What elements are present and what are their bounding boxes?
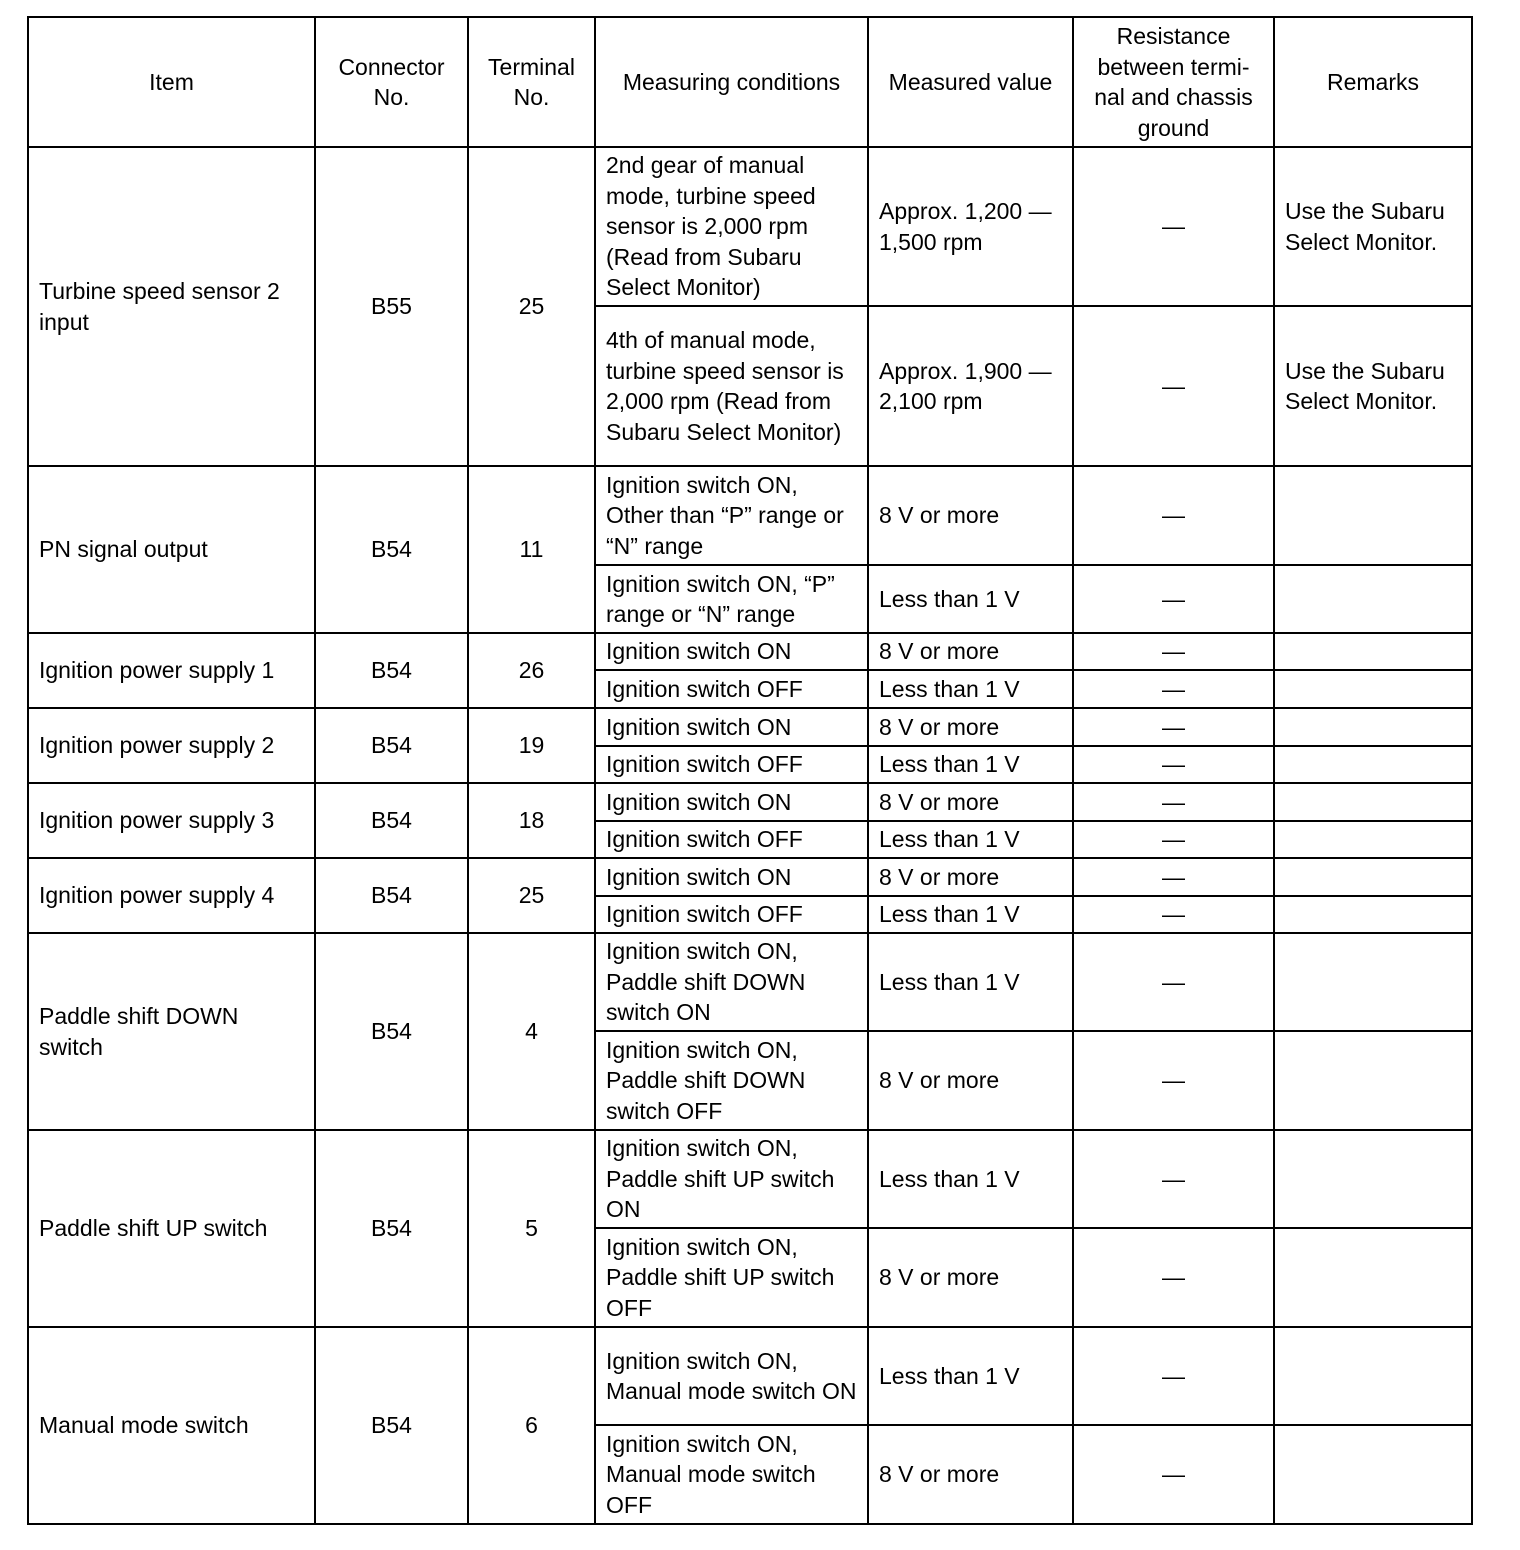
measured-value-cell: Less than 1 V	[868, 670, 1073, 708]
condition-cell: Ignition switch ON	[595, 633, 868, 670]
remarks-cell	[1274, 633, 1472, 670]
resistance-cell: —	[1073, 306, 1274, 466]
condition-cell: Ignition switch ON, Paddle shift DOWN switch OFF	[595, 1031, 868, 1130]
remarks-cell: Use the Subaru Select Monitor.	[1274, 306, 1472, 466]
condition-cell: Ignition switch ON, Paddle shift UP switch OFF	[595, 1228, 868, 1327]
remarks-cell	[1274, 858, 1472, 896]
condition-cell: Ignition switch ON, Paddle shift DOWN switch ON	[595, 933, 868, 1031]
item-cell: Paddle shift UP switch	[28, 1130, 315, 1327]
connector-cell: B54	[315, 858, 468, 933]
remarks-cell	[1274, 1031, 1472, 1130]
condition-cell: Ignition switch ON, “P” range or “N” range	[595, 565, 868, 633]
measured-value-cell: 8 V or more	[868, 1228, 1073, 1327]
measured-value-cell: 8 V or more	[868, 858, 1073, 896]
remarks-cell	[1274, 565, 1472, 633]
terminal-cell: 11	[468, 466, 595, 633]
table-row	[28, 147, 1472, 306]
resistance-cell: —	[1073, 670, 1274, 708]
condition-cell: Ignition switch ON	[595, 858, 868, 896]
resistance-cell: —	[1073, 896, 1274, 933]
measured-value-cell: Less than 1 V	[868, 821, 1073, 858]
measured-value-cell: Approx. 1,200 — 1,500 rpm	[868, 147, 1073, 306]
resistance-cell: —	[1073, 1425, 1274, 1524]
resistance-cell: —	[1073, 933, 1274, 1031]
remarks-cell	[1274, 708, 1472, 746]
header-terminal: Terminal No.	[468, 17, 595, 147]
item-cell: Ignition power supply 4	[28, 858, 315, 933]
condition-cell: 4th of manual mode, turbine speed sensor is 2,000 rpm (Read from Subaru Select Monitor)	[595, 306, 868, 466]
condition-cell: Ignition switch OFF	[595, 670, 868, 708]
table-row	[28, 858, 1472, 896]
condition-cell: Ignition switch ON, Other than “P” range or “N” range	[595, 466, 868, 565]
terminal-spec-table	[27, 16, 1473, 1525]
condition-cell: 2nd gear of manual mode, turbine speed sensor is 2,000 rpm (Read from Subaru Select Monitor)	[595, 147, 868, 306]
condition-cell: Ignition switch ON	[595, 783, 868, 821]
condition-cell: Ignition switch ON, Paddle shift UP switch ON	[595, 1130, 868, 1228]
connector-cell: B55	[315, 147, 468, 466]
table-body	[28, 147, 1472, 1524]
resistance-cell: —	[1073, 1130, 1274, 1228]
resistance-cell: —	[1073, 708, 1274, 746]
resistance-cell: —	[1073, 746, 1274, 783]
resistance-cell: —	[1073, 1327, 1274, 1425]
remarks-cell	[1274, 896, 1472, 933]
connector-cell: B54	[315, 466, 468, 633]
measured-value-cell: 8 V or more	[868, 783, 1073, 821]
item-cell: Manual mode switch	[28, 1327, 315, 1524]
terminal-cell: 6	[468, 1327, 595, 1524]
item-cell: Paddle shift DOWN switch	[28, 933, 315, 1130]
item-cell: Turbine speed sensor 2 input	[28, 147, 315, 466]
remarks-cell	[1274, 1130, 1472, 1228]
measured-value-cell: Approx. 1,900 — 2,100 rpm	[868, 306, 1073, 466]
resistance-cell: —	[1073, 821, 1274, 858]
condition-cell: Ignition switch ON, Manual mode switch ON	[595, 1327, 868, 1425]
remarks-cell	[1274, 746, 1472, 783]
table-row	[28, 1327, 1472, 1425]
connector-cell: B54	[315, 1327, 468, 1524]
condition-cell: Ignition switch ON	[595, 708, 868, 746]
item-cell: Ignition power supply 1	[28, 633, 315, 708]
terminal-cell: 18	[468, 783, 595, 858]
condition-cell: Ignition switch OFF	[595, 896, 868, 933]
connector-cell: B54	[315, 633, 468, 708]
measured-value-cell: Less than 1 V	[868, 896, 1073, 933]
remarks-cell	[1274, 466, 1472, 565]
resistance-cell: —	[1073, 466, 1274, 565]
measured-value-cell: 8 V or more	[868, 1031, 1073, 1130]
item-cell: Ignition power supply 2	[28, 708, 315, 783]
table-row	[28, 633, 1472, 670]
condition-cell: Ignition switch OFF	[595, 821, 868, 858]
measured-value-cell: Less than 1 V	[868, 933, 1073, 1031]
terminal-cell: 4	[468, 933, 595, 1130]
condition-cell: Ignition switch ON, Manual mode switch OFF	[595, 1425, 868, 1524]
header-item: Item	[28, 17, 315, 147]
measured-value-cell: 8 V or more	[868, 708, 1073, 746]
resistance-cell: —	[1073, 858, 1274, 896]
condition-cell: Ignition switch OFF	[595, 746, 868, 783]
measured-value-cell: 8 V or more	[868, 1425, 1073, 1524]
header-row	[28, 17, 1472, 147]
measured-value-cell: Less than 1 V	[868, 746, 1073, 783]
item-cell: PN signal output	[28, 466, 315, 633]
resistance-cell: —	[1073, 1031, 1274, 1130]
header-resistance: Resistance between termi-nal and chassis ground	[1073, 17, 1274, 147]
connector-cell: B54	[315, 1130, 468, 1327]
measured-value-cell: 8 V or more	[868, 466, 1073, 565]
resistance-cell: —	[1073, 1228, 1274, 1327]
terminal-cell: 5	[468, 1130, 595, 1327]
resistance-cell: —	[1073, 565, 1274, 633]
measured-value-cell: Less than 1 V	[868, 1327, 1073, 1425]
resistance-cell: —	[1073, 147, 1274, 306]
remarks-cell	[1274, 1228, 1472, 1327]
item-cell: Ignition power supply 3	[28, 783, 315, 858]
remarks-cell	[1274, 783, 1472, 821]
resistance-cell: —	[1073, 633, 1274, 670]
terminal-cell: 25	[468, 147, 595, 466]
remarks-cell	[1274, 821, 1472, 858]
connector-cell: B54	[315, 933, 468, 1130]
measured-value-cell: Less than 1 V	[868, 565, 1073, 633]
header-measured-value: Measured value	[868, 17, 1073, 147]
remarks-cell	[1274, 1425, 1472, 1524]
measured-value-cell: 8 V or more	[868, 633, 1073, 670]
header-conditions: Measuring conditions	[595, 17, 868, 147]
table-row	[28, 1130, 1472, 1228]
terminal-cell: 19	[468, 708, 595, 783]
header-connector: Connector No.	[315, 17, 468, 147]
remarks-cell: Use the Subaru Select Monitor.	[1274, 147, 1472, 306]
resistance-cell: —	[1073, 783, 1274, 821]
terminal-cell: 26	[468, 633, 595, 708]
measured-value-cell: Less than 1 V	[868, 1130, 1073, 1228]
terminal-cell: 25	[468, 858, 595, 933]
remarks-cell	[1274, 933, 1472, 1031]
connector-cell: B54	[315, 708, 468, 783]
table-row	[28, 708, 1472, 746]
remarks-cell	[1274, 1327, 1472, 1425]
remarks-cell	[1274, 670, 1472, 708]
header-remarks: Remarks	[1274, 17, 1472, 147]
table-row	[28, 783, 1472, 821]
connector-cell: B54	[315, 783, 468, 858]
table-row	[28, 933, 1472, 1031]
table-row	[28, 466, 1472, 565]
